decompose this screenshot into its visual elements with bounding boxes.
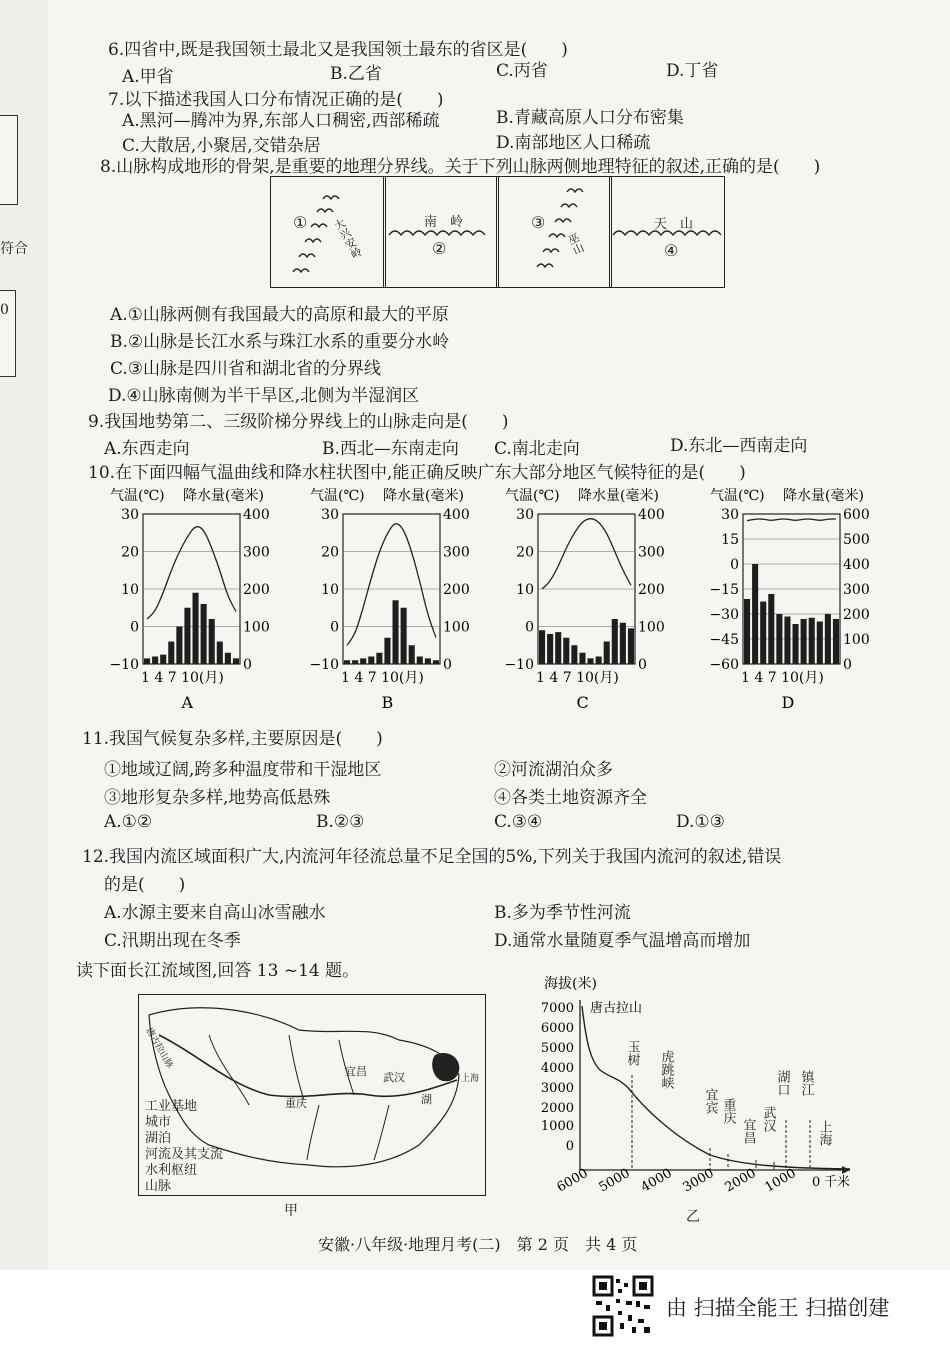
precip-bar <box>760 602 766 665</box>
q12-option-c: C.汛期出现在冬季 <box>104 931 241 951</box>
temp-line <box>747 519 836 521</box>
profile-place: 武汉 <box>760 1106 776 1132</box>
q11-option-c: C.③④ <box>494 812 543 832</box>
q8-option-c: C.③山脉是四川省和湖北省的分界线 <box>110 359 382 379</box>
mountain-range-icon <box>384 177 498 287</box>
margin-text: 符合 <box>0 241 28 257</box>
temp-axis-label: 气温(℃) <box>310 488 365 504</box>
q10-stem: 10.在下面四幅气温曲线和降水柱状图中,能正确反映广东大部分地区气候特征的是( ) <box>88 463 746 483</box>
precip-bar <box>433 660 439 664</box>
precip-bar <box>401 608 407 664</box>
reading-instruction: 读下面长江流域图,回答 13 ~14 题。 <box>76 961 360 981</box>
q9-option-a: A.东西走向 <box>104 439 190 459</box>
temp-tick: 0 <box>130 619 139 636</box>
precip-bar <box>809 618 815 664</box>
precip-bar <box>768 594 774 664</box>
precip-bar <box>620 623 626 664</box>
precip-bar <box>393 600 399 664</box>
precip-bar <box>817 622 823 665</box>
mountain-panel-2 <box>383 176 499 288</box>
precip-bar <box>384 638 390 664</box>
profile-ytick: 0 <box>565 1139 574 1154</box>
temp-tick: 30 <box>516 507 534 523</box>
scanner-text: 由 扫描全能王 扫描创建 <box>666 1296 890 1320</box>
map-city: 重庆 <box>285 1097 307 1110</box>
q12-option-b: B.多为季节性河流 <box>494 903 631 923</box>
precip-bar <box>176 627 182 665</box>
month-axis: 1 4 7 10(月) <box>341 670 424 686</box>
q11-option-d: D.①③ <box>676 812 725 832</box>
profile-place: 湖口 <box>774 1070 790 1096</box>
precip-bar <box>579 653 585 664</box>
profile-xtick: 5000 <box>596 1165 633 1196</box>
temp-tick: −15 <box>709 582 739 598</box>
precip-axis-label: 降水量(毫米) <box>783 488 864 504</box>
precip-bar <box>417 657 423 665</box>
temp-tick: 0 <box>730 557 739 573</box>
qr-code-icon <box>592 1275 654 1337</box>
profile-place: 玉树 <box>624 1040 640 1066</box>
elevation-profile <box>520 970 880 1230</box>
month-axis: 1 4 7 10(月) <box>141 670 224 686</box>
mountain-number: ④ <box>664 241 679 260</box>
profile-xtick: 6000 <box>554 1165 591 1196</box>
q12-option-d: D.通常水量随夏季气温增高而增加 <box>494 931 751 951</box>
precip-tick: 500 <box>843 532 870 548</box>
temp-tick: −10 <box>504 657 534 673</box>
legend-item: 山脉 <box>145 1179 172 1194</box>
q6-option-a: A.甲省 <box>122 67 174 87</box>
mountain-number: ③ <box>531 213 546 232</box>
map-caption: 甲 <box>284 1203 298 1219</box>
precip-tick: 400 <box>443 507 470 523</box>
q12-stem: 12.我国内流区域面积广大,内流河年径流总量不足全国的5%,下列关于我国内流河的叙述,错误 <box>82 847 782 867</box>
mountain-name: 天 山 <box>654 217 694 232</box>
temp-tick: 30 <box>321 507 339 523</box>
q7-option-a: A.黑河—腾冲为界,东部人口稠密,西部稀疏 <box>122 111 440 131</box>
map-city: 上海 <box>461 1074 480 1084</box>
precip-tick: 100 <box>843 632 870 648</box>
mountain-panel-4 <box>609 176 725 288</box>
precip-bar <box>152 657 158 665</box>
q12-stem-cont: 的是( ) <box>104 875 186 895</box>
temp-axis-label: 气温(℃) <box>505 488 560 504</box>
profile-xtick: 2000 <box>722 1165 759 1196</box>
temp-tick: 20 <box>516 544 534 561</box>
profile-xunit: 千米 <box>824 1175 851 1190</box>
profile-place: 宜昌 <box>740 1118 756 1144</box>
precip-bar <box>209 619 215 664</box>
chart-title: C <box>576 693 589 712</box>
profile-ytick: 6000 <box>540 1021 574 1036</box>
temp-axis-label: 气温(℃) <box>110 488 165 504</box>
temp-tick: −30 <box>709 607 739 623</box>
precip-bar <box>604 642 610 665</box>
precip-bar <box>193 593 199 664</box>
map-lake: 湖 <box>421 1093 432 1106</box>
precip-bar <box>217 642 223 665</box>
q6-stem: 6.四省中,既是我国领土最北又是我国领土最东的省区是( ) <box>108 40 568 60</box>
climate-charts <box>95 482 925 722</box>
profile-place: 宜宾 <box>702 1088 718 1114</box>
map-mountain: 唐古拉山脉 <box>143 1026 175 1071</box>
precip-tick: 400 <box>638 507 665 523</box>
precip-bar <box>744 599 750 664</box>
precip-bar <box>612 619 618 664</box>
precip-bar <box>596 657 602 665</box>
precip-bar <box>344 660 350 664</box>
q7-option-b: B.青藏高原人口分布密集 <box>496 108 684 128</box>
profile-ytick: 1000 <box>540 1119 574 1134</box>
temp-line <box>542 519 631 589</box>
precip-tick: 0 <box>243 657 252 673</box>
profile-ytick: 3000 <box>540 1081 574 1096</box>
q6-option-d: D.丁省 <box>666 61 719 81</box>
profile-xtick: 3000 <box>680 1165 717 1196</box>
precip-bar <box>547 634 553 664</box>
precip-tick: 200 <box>638 582 665 598</box>
temp-tick: 0 <box>330 619 339 636</box>
temp-axis-label: 气温(℃) <box>710 488 765 504</box>
q11-item-4: ④各类土地资源齐全 <box>494 788 647 808</box>
temp-tick: −45 <box>709 632 739 648</box>
precip-bar <box>588 658 594 664</box>
temp-tick: 30 <box>121 507 139 523</box>
profile-place: 重庆 <box>720 1098 736 1124</box>
mountain-range-icon <box>610 177 724 287</box>
q6-option-b: B.乙省 <box>330 64 382 84</box>
precip-tick: 100 <box>243 619 270 636</box>
precip-bar <box>539 630 545 664</box>
precip-bar <box>571 645 577 664</box>
temp-tick: 20 <box>321 544 339 561</box>
temp-line <box>347 524 436 646</box>
precip-tick: 100 <box>638 619 665 636</box>
q8-option-b: B.②山脉是长江水系与珠江水系的重要分水岭 <box>110 332 450 352</box>
chart-title: D <box>781 693 795 712</box>
q8-option-a: A.①山脉两侧有我国最大的高原和最大的平原 <box>110 305 449 325</box>
precip-bar <box>628 628 634 664</box>
profile-ylabel: 海拔(米) <box>544 976 597 992</box>
legend-item: 河流及其支流 <box>145 1147 224 1162</box>
mountain-panel-1 <box>270 176 386 288</box>
mountain-name: 巫山 <box>564 231 586 257</box>
mountain-range-icon <box>497 177 611 287</box>
profile-xtick: 1000 <box>762 1165 799 1196</box>
profile-place: 上海 <box>816 1120 832 1146</box>
q11-item-1: ①地域辽阔,跨多种温度带和干湿地区 <box>104 760 382 780</box>
precip-tick: 200 <box>243 582 270 598</box>
yangtze-basin-outline <box>139 995 485 1195</box>
precip-bar <box>776 614 782 664</box>
temp-tick: 10 <box>321 582 339 598</box>
precip-tick: 300 <box>243 544 270 561</box>
precip-bar <box>752 564 758 664</box>
q11-stem: 11.我国气候复杂多样,主要原因是( ) <box>82 729 383 749</box>
legend-item: 湖泊 <box>145 1131 172 1146</box>
scanner-bar <box>0 1270 950 1345</box>
precip-bar <box>793 624 799 664</box>
profile-ytick: 7000 <box>540 1001 574 1016</box>
precip-bar <box>368 657 374 665</box>
precip-bar <box>352 660 358 664</box>
precip-bar <box>801 619 807 664</box>
precip-axis-label: 降水量(毫米) <box>383 488 464 504</box>
precip-bar <box>144 658 150 664</box>
legend-item: 城市 <box>145 1115 172 1130</box>
precip-bar <box>825 614 831 664</box>
precip-bar <box>160 655 166 664</box>
temp-tick: 15 <box>721 532 739 548</box>
q9-option-b: B.西北—东南走向 <box>322 439 459 459</box>
q11-item-2: ②河流湖泊众多 <box>494 760 613 780</box>
profile-xtick: 0 <box>812 1175 821 1190</box>
precip-tick: 400 <box>243 507 270 523</box>
map-city: 武汉 <box>383 1071 405 1084</box>
precip-bar <box>201 604 207 664</box>
temp-tick: 10 <box>516 582 534 598</box>
legend-item: 水利枢纽 <box>145 1163 198 1178</box>
precip-tick: 100 <box>443 619 470 636</box>
temp-tick: 10 <box>121 582 139 598</box>
precip-bar <box>833 619 839 664</box>
profile-ytick: 5000 <box>540 1041 574 1056</box>
profile-peak: 唐古拉山 <box>590 1001 643 1016</box>
temp-tick: 20 <box>121 544 139 561</box>
q11-option-a: A.①② <box>104 812 153 832</box>
temp-tick: −10 <box>309 657 339 673</box>
legend-item: 工业基地 <box>145 1099 198 1114</box>
q12-option-a: A.水源主要来自高山冰雪融水 <box>104 903 326 923</box>
mountain-name: 南 岭 <box>424 215 464 230</box>
map-city: 宜昌 <box>345 1065 367 1078</box>
map-city: 南京 <box>437 1061 459 1074</box>
precip-axis-label: 降水量(毫米) <box>578 488 659 504</box>
temp-tick: −10 <box>109 657 139 673</box>
precip-bar <box>225 653 231 664</box>
temp-tick: −60 <box>709 657 739 673</box>
q9-option-d: D.东北—西南走向 <box>670 436 808 456</box>
page-footer: 安徽·八年级·地理月考(二) 第 2 页 共 4 页 <box>318 1235 638 1254</box>
precip-bar <box>184 608 190 664</box>
q8-stem: 8.山脉构成地形的骨架,是重要的地理分界线。关于下列山脉两侧地理特征的叙述,正确的是( ) <box>100 157 821 177</box>
profile-place: 虎跳峡 <box>658 1050 674 1089</box>
precip-bar <box>425 658 431 664</box>
precip-tick: 0 <box>443 657 452 673</box>
mountain-name: 大兴安岭 <box>330 216 365 262</box>
yangtze-map <box>138 994 486 1196</box>
q11-item-3: ③地形复杂多样,地势高低悬殊 <box>104 788 331 808</box>
precip-tick: 0 <box>843 657 852 673</box>
precip-bar <box>168 642 174 665</box>
precip-tick: 300 <box>638 544 665 561</box>
mountain-number: ② <box>432 239 447 258</box>
precip-bar <box>555 632 561 664</box>
mountain-number: ① <box>293 213 308 232</box>
q11-option-b: B.②③ <box>316 812 365 832</box>
precip-bar <box>360 658 366 664</box>
profile-ytick: 2000 <box>540 1101 574 1116</box>
q9-stem: 9.我国地势第二、三级阶梯分界线上的山脉走向是( ) <box>88 412 509 432</box>
margin-box-top <box>0 115 18 205</box>
month-axis: 1 4 7 10(月) <box>741 670 824 686</box>
temp-line <box>147 527 236 619</box>
profile-ytick: 4000 <box>540 1061 574 1076</box>
precip-bar <box>563 638 569 664</box>
profile-xtick: 4000 <box>638 1165 675 1196</box>
profile-caption: 乙 <box>686 1209 700 1225</box>
precip-tick: 400 <box>843 557 870 573</box>
profile-place: 镇江 <box>798 1070 814 1096</box>
precip-bar <box>409 645 415 664</box>
q7-option-d: D.南部地区人口稀疏 <box>496 133 651 153</box>
month-axis: 1 4 7 10(月) <box>536 670 619 686</box>
precip-bar <box>233 658 239 664</box>
margin-text-2: 0 <box>0 302 9 318</box>
precip-tick: 600 <box>843 507 870 523</box>
q9-option-c: C.南北走向 <box>494 439 580 459</box>
temp-tick: 30 <box>721 507 739 523</box>
precip-tick: 0 <box>638 657 647 673</box>
q8-option-d: D.④山脉南侧为半干旱区,北侧为半湿润区 <box>108 386 420 406</box>
q7-option-c: C.大散居,小聚居,交错杂居 <box>122 136 321 156</box>
precip-tick: 300 <box>443 544 470 561</box>
q6-option-c: C.丙省 <box>496 61 548 81</box>
mountain-range-icon <box>271 177 385 287</box>
q7-stem: 7.以下描述我国人口分布情况正确的是( ) <box>108 90 444 110</box>
chart-title: A <box>181 693 194 712</box>
temp-tick: 0 <box>525 619 534 636</box>
precip-tick: 300 <box>843 582 870 598</box>
precip-bar <box>784 617 790 665</box>
chart-title: B <box>381 693 394 712</box>
precip-tick: 200 <box>443 582 470 598</box>
mountain-panel-3 <box>496 176 612 288</box>
precip-bar <box>376 653 382 664</box>
precip-axis-label: 降水量(毫米) <box>183 488 264 504</box>
precip-tick: 200 <box>843 607 870 623</box>
